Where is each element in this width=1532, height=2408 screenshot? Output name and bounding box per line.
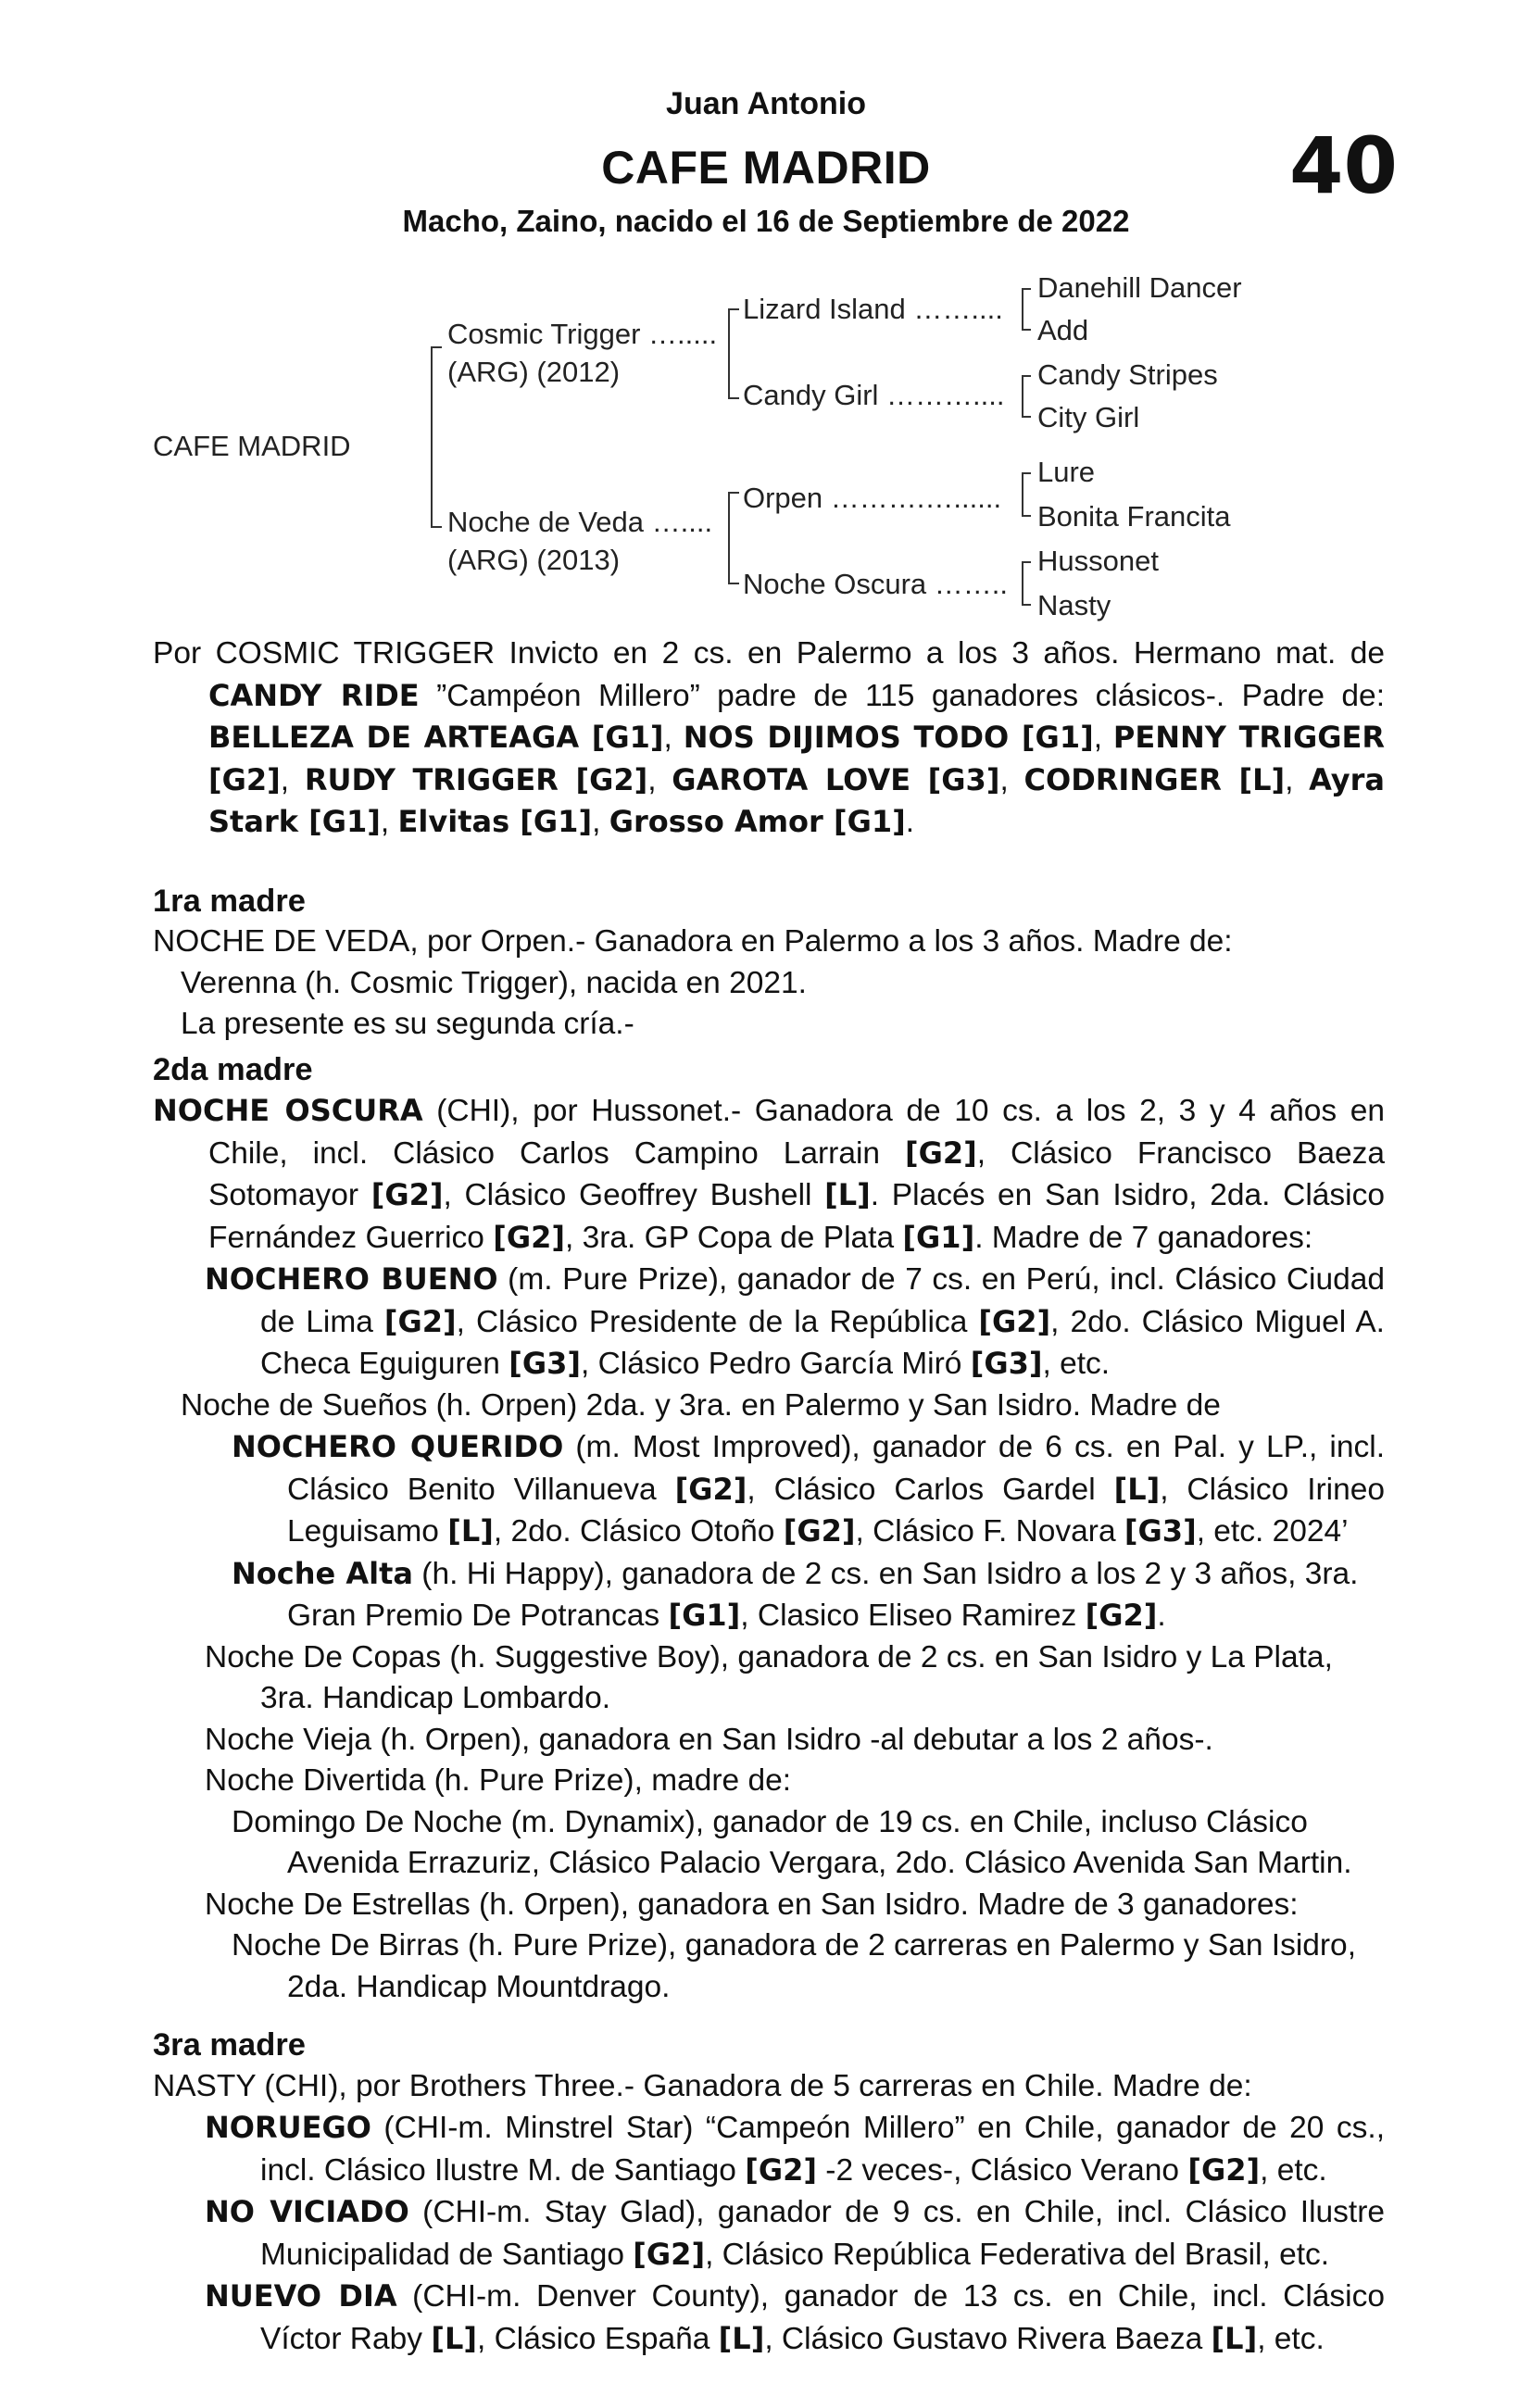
bracket-gen1-bottom (431, 526, 442, 528)
second-dam-vieja: Noche Vieja (h. Orpen), ganadora en San Isidro -al debutar a los 2 años-. (205, 1722, 1213, 1757)
bracket-dam (728, 492, 730, 584)
pedigree-sire-sire: Lizard Island …….... (743, 293, 1003, 325)
horse-title: CAFE MADRID (601, 142, 931, 194)
bracket-dd (1022, 561, 1023, 606)
bracket-ss (1022, 288, 1023, 331)
second-dam-nochero-bueno: NOCHERO BUENO (m. Pure Prize), ganador de 7 cs. en Perú, incl. Clásico Ciudad de Lima [G2], Clásico Presidente de la República [G2], 2do. Clásico Miguel A. Checa Eguiguren [G3], Clásico Pedro García Miró [G3], etc. (205, 1261, 1386, 1381)
bracket-dam-bottom (728, 583, 739, 584)
sire-paragraph: Por COSMIC TRIGGER Invicto en 2 cs. en Palermo a los 3 años. Hermano mat. de CANDY RIDE ”Campéon Millero” padre de 115 ganadores clásicos-. Padre de: BELLEZA DE ARTEAGA [G1], NOS DIJIMOS TODO [G1], PENNY TRIGGER [G2], RUDY TRIGGER [G2], GAROTA LOVE [G3], CODRINGER [L], Ayra Stark [G1], Elvitas [G1], Grosso Amor [G1]. (153, 636, 1386, 839)
first-dam-produce-2: La presente es su segunda cría.- (181, 1007, 634, 1041)
consignor-name: Juan Antonio (666, 86, 866, 121)
third-dam-noruego: NORUEGO (CHI-m. Minstrel Star) “Campeón Millero” en Chile, ganador de 20 cs., incl. Clásico Ilustre M. de Santiago [G2] -2 veces-, Clásico Verano [G2], etc. (205, 2110, 1385, 2188)
pedigree-gen3-7: Hussonet (1037, 545, 1159, 577)
bracket-ds-top (1022, 472, 1031, 474)
bracket-sire (728, 308, 730, 399)
bracket-dd-bottom (1022, 604, 1031, 606)
bracket-sd (1022, 375, 1023, 418)
pedigree-dam-dam: Noche Oscura …….. (743, 568, 1008, 600)
pedigree-dam-sire: Orpen ……….…...... (743, 482, 1002, 514)
pedigree-dam: Noche de Veda ….... (447, 506, 713, 538)
third-dam-intro: NASTY (CHI), por Brothers Three.- Ganadora de 5 carreras en Chile. Madre de: (153, 2068, 1252, 2103)
second-dam-estrellas: Noche De Estrellas (h. Orpen), ganadora en San Isidro. Madre de 3 ganadores: (205, 1887, 1299, 1922)
bracket-sd-top (1022, 375, 1031, 377)
third-dam-nuevo-dia: NUEVO DIA (CHI-m. Denver County), ganador de 13 cs. en Chile, incl. Clásico Víctor Raby [L], Clásico España [L], Clásico Gustavo Rivera Baeza [L], etc. (205, 2278, 1385, 2356)
pedigree-dam-info: (ARG) (2013) (447, 544, 621, 576)
pedigree-sire-dam: Candy Girl ……….... (743, 379, 1005, 411)
first-dam-produce-1: Verenna (h. Cosmic Trigger), nacida en 2021. (181, 965, 807, 1000)
lot-number: 40 (1289, 120, 1398, 211)
bracket-sire-bottom (728, 397, 739, 399)
first-dam-intro: NOCHE DE VEDA, por Orpen.- Ganadora en Palermo a los 3 años. Madre de: (153, 924, 1233, 959)
second-dam-intro: NOCHE OSCURA (CHI), por Hussonet.- Ganadora de 10 cs. a los 2, 3 y 4 años en Chile, incl. Clásico Carlos Campino Larrain [G2], Clásico Francisco Baeza Sotomayor [G2], Clásico Geoffrey Bushell [L]. Placés en San Isidro, 2da. Clásico Fernández Guerrico [G2], 3ra. GP Copa de Plata [G1]. Madre de 7 ganadores: (153, 1093, 1385, 1255)
second-dam-noche-alta: Noche Alta (h. Hi Happy), ganadora de 2 cs. en San Isidro a los 2 y 3 años, 3ra. Gran Premio De Potrancas [G1], Clasico Eliseo Ramirez [G2]. (232, 1555, 1359, 1633)
second-dam-copas: Noche De Copas (h. Suggestive Boy), ganadora de 2 cs. en San Isidro y La Plata, 3ra. Handicap Lombardo. (205, 1639, 1333, 1715)
bracket-ds-bottom (1022, 515, 1031, 517)
bracket-ss-top (1022, 288, 1031, 290)
pedigree-sire-info: (ARG) (2012) (447, 356, 621, 388)
third-dam-no-viciado: NO VICIADO (CHI-m. Stay Glad), ganador de 9 cs. en Chile, incl. Clásico Ilustre Municipalidad de Santiago [G2], Clásico República Federativa del Brasil, etc. (205, 2194, 1386, 2272)
third-dam-heading: 3ra madre (153, 2027, 306, 2063)
pedigree-gen3-8: Nasty (1037, 589, 1111, 621)
bracket-dd-top (1022, 561, 1031, 563)
bracket-ds (1022, 472, 1023, 517)
bracket-gen1 (431, 346, 433, 528)
pedigree-gen3-2: Add (1037, 314, 1089, 346)
bracket-ss-bottom (1022, 329, 1031, 331)
second-dam-nochero-querido: NOCHERO QUERIDO (m. Most Improved), ganador de 6 cs. en Pal. y LP., incl. Clásico Benito Villanueva [G2], Clásico Carlos Gardel [L], Clásico Irineo Leguisamo [L], 2do. Clásico Otoño [G2], Clásico F. Novara [G3], etc. 2024’ (232, 1429, 1385, 1549)
pedigree-gen3-1: Danehill Dancer (1037, 271, 1242, 304)
second-dam-birras: Noche De Birras (h. Pure Prize), ganadora de 2 carreras en Palermo y San Isidro, 2da. Handicap Mountdrago. (232, 1928, 1356, 2004)
pedigree-gen3-4: City Girl (1037, 401, 1140, 433)
catalog-body (153, 633, 1385, 2360)
bracket-gen1-top (431, 346, 442, 348)
second-dam-domingo: Domingo De Noche (m. Dynamix), ganador de 19 cs. en Chile, incluso Clásico Avenida Errazuriz, Clásico Palacio Vergara, 2do. Clásico Avenida San Martin. (232, 1804, 1352, 1880)
second-dam-suenos: Noche de Sueños (h. Orpen) 2da. y 3ra. en Palermo y San Isidro. Madre de (181, 1387, 1221, 1423)
candy-ride: CANDY RIDE (208, 677, 420, 713)
second-dam-divertida: Noche Divertida (h. Pure Prize), madre de: (205, 1763, 792, 1798)
pedigree-sire: Cosmic Trigger …..... (447, 318, 718, 350)
pedigree-gen3-5: Lure (1037, 456, 1096, 488)
bracket-sd-bottom (1022, 416, 1031, 418)
pedigree-gen3-6: Bonita Francita (1037, 500, 1231, 533)
bracket-dam-top (728, 492, 739, 494)
pedigree-gen3-3: Candy Stripes (1037, 358, 1218, 391)
horse-description: Macho, Zaino, nacido el 16 de Septiembre de 2022 (402, 204, 1130, 238)
second-dam-heading: 2da madre (153, 1051, 313, 1087)
first-dam-heading: 1ra madre (153, 883, 306, 919)
pedigree-subject: CAFE MADRID (153, 430, 351, 462)
bracket-sire-top (728, 308, 739, 310)
